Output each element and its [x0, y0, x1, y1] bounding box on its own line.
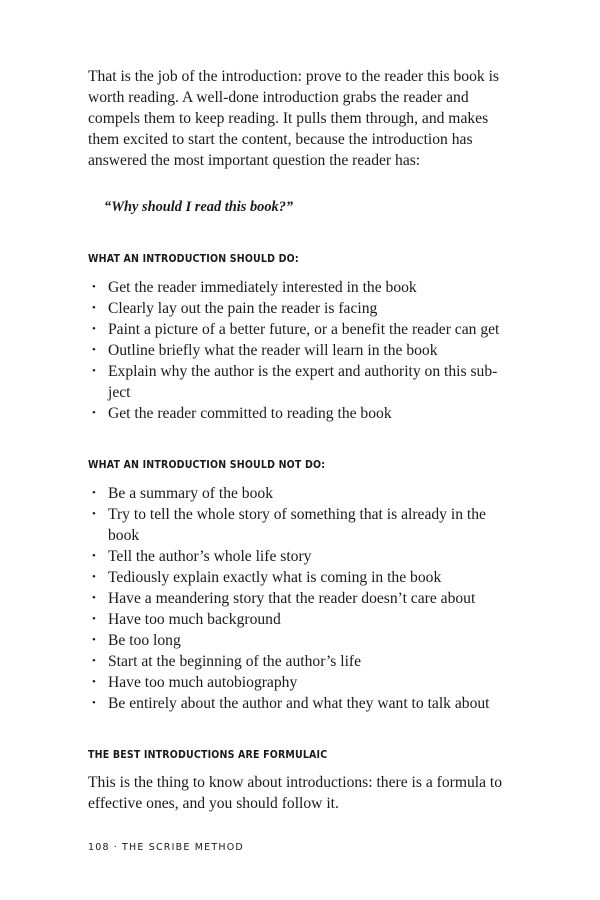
bullet-icon: • — [92, 634, 96, 646]
list-item: • Paint a picture of a better future, or a benefit the reader can get — [92, 321, 500, 338]
list-item: • Be entirely about the author and what they want to talk about — [92, 695, 490, 712]
heading-should-do: WHAT AN INTRODUCTION SHOULD DO: — [88, 252, 299, 265]
list-item: • Start at the beginning of the author’s life — [92, 653, 362, 670]
heading-should-not-do: WHAT AN INTRODUCTION SHOULD NOT DO: — [88, 458, 326, 471]
running-title: THE SCRIBE METHOD — [121, 842, 244, 853]
list-item: • Explain why the author is the expert and authority on this sub-ject — [92, 363, 498, 401]
bullet-icon: • — [92, 344, 96, 356]
list-item: • Be a summary of the book — [92, 485, 273, 502]
bullet-icon: • — [92, 407, 96, 419]
formulaic-paragraph: This is the thing to know about introductions: there is a formula to effective ones, and you should follow it. — [88, 774, 503, 812]
bullet-icon: • — [92, 592, 96, 604]
bullet-icon: • — [92, 571, 96, 583]
heading-formulaic: THE BEST INTRODUCTIONS ARE FORMULAIC — [88, 748, 328, 761]
list-item: • Tediously explain exactly what is coming in the book — [92, 569, 442, 586]
list-item: • Try to tell the whole story of something that is already in the book — [92, 506, 486, 544]
bullet-icon: • — [92, 613, 96, 625]
list-item: • Have a meandering story that the reader doesn’t care about — [92, 590, 476, 607]
bullet-icon: • — [92, 508, 96, 520]
page-number: 108 — [88, 842, 110, 853]
page-footer — [88, 842, 244, 853]
bullet-icon: • — [92, 323, 96, 335]
bullet-icon: • — [92, 697, 96, 709]
bullet-icon: • — [92, 487, 96, 499]
bullet-icon: • — [92, 550, 96, 562]
list-item: • Clearly lay out the pain the reader is facing — [92, 300, 378, 317]
intro-paragraph: That is the job of the introduction: prove to the reader this book is worth reading. A well-done introduction grabs the reader and compels them to keep reading. It pulls them through, and makes them excited to start the content, because the introduction has answered the most important question the reader has: — [88, 68, 499, 169]
bullet-icon: • — [92, 281, 96, 293]
list-item: • Have too much autobiography — [92, 674, 298, 691]
footer-separator: · — [113, 842, 118, 853]
list-should-do — [88, 277, 518, 424]
list-item: • Tell the author’s whole life story — [92, 548, 312, 565]
list-item: • Outline briefly what the reader will learn in the book — [92, 342, 438, 359]
page-content — [88, 66, 518, 814]
list-item: • Get the reader immediately interested in the book — [92, 279, 417, 296]
bullet-icon: • — [92, 655, 96, 667]
pullquote: “Why should I read this book?” — [104, 199, 294, 215]
list-item: • Get the reader committed to reading the book — [92, 405, 392, 422]
bullet-icon: • — [92, 302, 96, 314]
bullet-icon: • — [92, 365, 96, 377]
list-should-not-do — [88, 483, 518, 714]
list-item: • Be too long — [92, 632, 181, 649]
list-item: • Have too much background — [92, 611, 281, 628]
bullet-icon: • — [92, 676, 96, 688]
